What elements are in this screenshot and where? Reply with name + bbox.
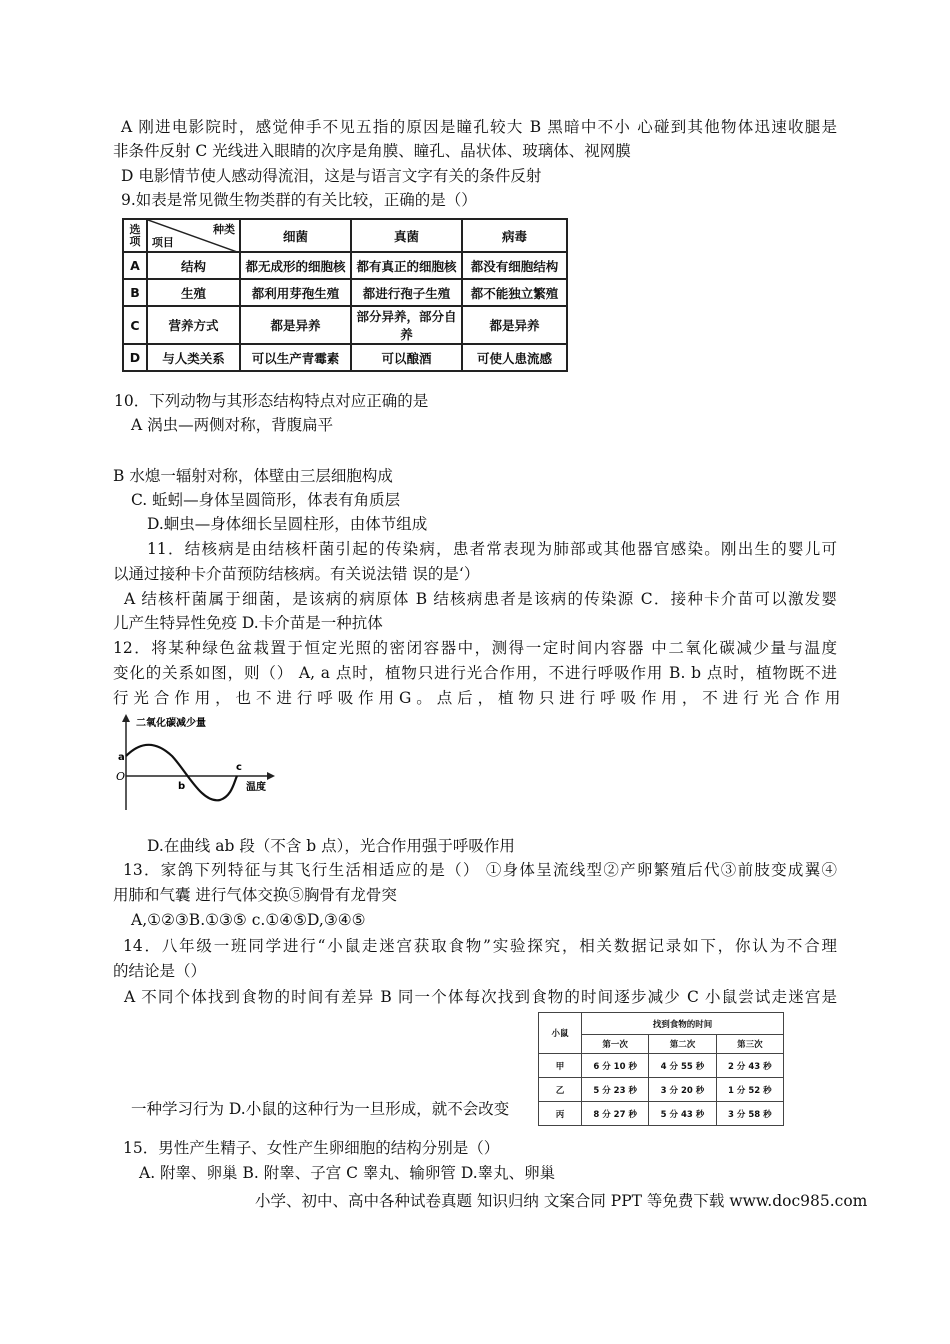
trial-header: 第二次 [649, 1035, 716, 1054]
fungi-cell: 都进行孢子生殖 [351, 279, 462, 306]
time-cell: 5 分 23 秒 [582, 1078, 649, 1102]
q10-option-b: B 水熄一辐射对称，体壁由三层细胞构成 [113, 467, 393, 485]
time-cell: 2 分 43 秒 [716, 1054, 783, 1078]
point-c-label: c [236, 762, 242, 773]
q8-option-a-b: A 刚进电影院时，感觉伸手不见五指的原因是瞳孔较大 B 黑暗中不小 心碰到其他物体迅速收腿是 [121, 118, 837, 136]
question-11: 11．结核病是由结核杆菌引起的传染病，患者常表现为肺部或其他器官感染。刚出生的婴儿可 [147, 540, 837, 558]
q11-options-a-c: A 结核杆菌属于细菌，是该病的病原体 B 结核病患者是该病的传染源 C．接种卡介苗可以激发婴 [124, 590, 837, 608]
time-cell: 6 分 10 秒 [582, 1054, 649, 1078]
q8-option-d: D 电影情节使人感动得流泪，这是与语言文字有关的条件反射 [121, 167, 542, 185]
virus-cell: 都不能独立繁殖 [462, 279, 567, 306]
time-cell: 8 分 27 秒 [582, 1102, 649, 1126]
time-cell: 3 分 20 秒 [649, 1078, 716, 1102]
y-axis-arrow [122, 714, 130, 722]
option-cell: C [123, 306, 147, 344]
bacteria-cell: 都是异养 [240, 306, 351, 344]
time-cell: 5 分 43 秒 [649, 1102, 716, 1126]
q12-option-c: 行 光 合 作 用 ， 也 不 进 行 呼 吸 作 用 G 。 点 后 ， 植 物 只 进 行 呼 吸 作 用 ， 不 进 行 光 合 作 用 [113, 689, 841, 707]
bacteria-cell: 可以生产青霉素 [240, 344, 351, 371]
page-footer: 小学、初中、高中各种试卷真题 知识归纳 文案合同 PPT 等免费下载 www.doc985.com [255, 1192, 868, 1210]
trial-header: 第三次 [716, 1035, 783, 1054]
bacteria-cell: 都利用芽孢生殖 [240, 279, 351, 306]
time-column-header: 找到食物的时间 [582, 1013, 784, 1035]
mouse-name-cell: 丙 [539, 1102, 582, 1126]
table-row [123, 252, 567, 279]
item-cell: 营养方式 [147, 306, 240, 344]
q12-option-d: D.在曲线 ab 段（不含 b 点），光合作用强于呼吸作用 [147, 837, 515, 855]
time-cell: 3 分 58 秒 [716, 1102, 783, 1126]
q14-options-a-c: A 不同个体找到食物的时间有差异 B 同一个体每次找到食物的时间逐步减少 C 小鼠尝试走迷宫是 [124, 988, 837, 1006]
question-10: 10．下列动物与其形态结构特点对应正确的是 [114, 392, 429, 410]
x-axis-arrow [267, 772, 275, 780]
curve [126, 745, 237, 801]
origin-label: O [116, 770, 126, 783]
virus-cell: 都是异养 [462, 306, 567, 344]
option-cell: D [123, 344, 147, 371]
table-row [539, 1102, 784, 1126]
header-bacteria: 细菌 [240, 219, 351, 252]
table-row [123, 279, 567, 306]
header-fungi: 真菌 [351, 219, 462, 252]
item-cell: 与人类关系 [147, 344, 240, 371]
q10-option-d: D.蛔虫—身体细长呈圆柱形，由体节组成 [147, 515, 428, 533]
question-9: 9.如表是常见微生物类群的有关比较，正确的是（） [121, 191, 477, 209]
mouse-maze-table [538, 1012, 784, 1126]
item-cell: 结构 [147, 252, 240, 279]
corner-header [147, 219, 240, 252]
y-axis-label: 二氧化碳减少量 [136, 718, 206, 729]
corner-option-header: 选项 [123, 219, 147, 252]
question-13-cont: 用肺和气囊 进行气体交换⑤胸骨有龙骨突 [113, 886, 397, 904]
time-cell: 4 分 55 秒 [649, 1054, 716, 1078]
table-row [123, 344, 567, 371]
corner-bottom-label: 项目 [151, 236, 174, 249]
mouse-column-header: 小鼠 [539, 1013, 582, 1054]
table-row [539, 1054, 784, 1078]
q10-option-c: C. 蚯蚓—身体呈圆筒形，体表有角质层 [131, 491, 401, 509]
fungi-cell: 部分异养，部分自养 [351, 306, 462, 344]
header-virus: 病毒 [462, 219, 567, 252]
mouse-name-cell: 乙 [539, 1078, 582, 1102]
item-cell: 生殖 [147, 279, 240, 306]
virus-cell: 都没有细胞结构 [462, 252, 567, 279]
table-row [539, 1078, 784, 1102]
x-axis-label: 温度 [246, 782, 266, 793]
trial-header: 第一次 [582, 1035, 649, 1054]
virus-cell: 可使人患流感 [462, 344, 567, 371]
microbe-comparison-table [122, 218, 568, 372]
corner-top-label: 种类 [213, 223, 236, 236]
question-14: 14．八年级一班同学进行“小鼠走迷宫获取食物”实验探究，相关数据记录如下，你认为不合理 [123, 937, 837, 955]
q13-options: A,①②③B.①③⑤ c.①④⑤D,③④⑤ [131, 911, 366, 929]
point-b-label: b [178, 781, 186, 792]
mouse-name-cell: 甲 [539, 1054, 582, 1078]
fungi-cell: 可以酿酒 [351, 344, 462, 371]
option-cell: B [123, 279, 147, 306]
q12-options-a-b: 变化的关系如图，则（） A, a 点时，植物只进行光合作用，不进行呼吸作用 B. b 点时，植物既不进 [113, 664, 837, 682]
q14-option-d: 一种学习行为 D.小鼠的这种行为一旦形成，就不会改变 [131, 1100, 510, 1118]
option-cell: A [123, 252, 147, 279]
question-12: 12．将某种绿色盆栽置于恒定光照的密闭容器中，测得一定时间内容器 中二氧化碳减少量与温度 [113, 639, 837, 657]
question-15: 15．男性产生精子、女性产生卵细胞的结构分别是（） [123, 1139, 500, 1157]
co2-temperature-graph [112, 712, 277, 812]
table-row [123, 306, 567, 344]
q11-option-d: 儿产生特异性免疫 D.卡介苗是一种抗体 [113, 614, 383, 632]
question-13: 13．家鸽下列特征与其飞行生活相适应的是（） ①身体呈流线型②产卵繁殖后代③前肢变成翼④ [123, 861, 837, 879]
q8-option-c: 非条件反射 C 光线进入眼睛的次序是角膜、瞳孔、晶状体、玻璃体、视网膜 [113, 142, 631, 160]
fungi-cell: 都有真正的细胞核 [351, 252, 462, 279]
q15-options: A. 附睾、卵巢 B. 附睾、子宫 C 睾丸、输卵管 D.睾丸、卵巢 [139, 1164, 556, 1182]
question-14-cont: 的结论是（） [113, 962, 207, 980]
bacteria-cell: 都无成形的细胞核 [240, 252, 351, 279]
question-11-cont: 以通过接种卡介苗预防结核病。有关说法错 误的是‘） [113, 565, 480, 583]
time-cell: 1 分 52 秒 [716, 1078, 783, 1102]
point-a-label: a [118, 752, 125, 763]
q10-option-a: A 涡虫—两侧对称，背腹扁平 [131, 416, 334, 434]
